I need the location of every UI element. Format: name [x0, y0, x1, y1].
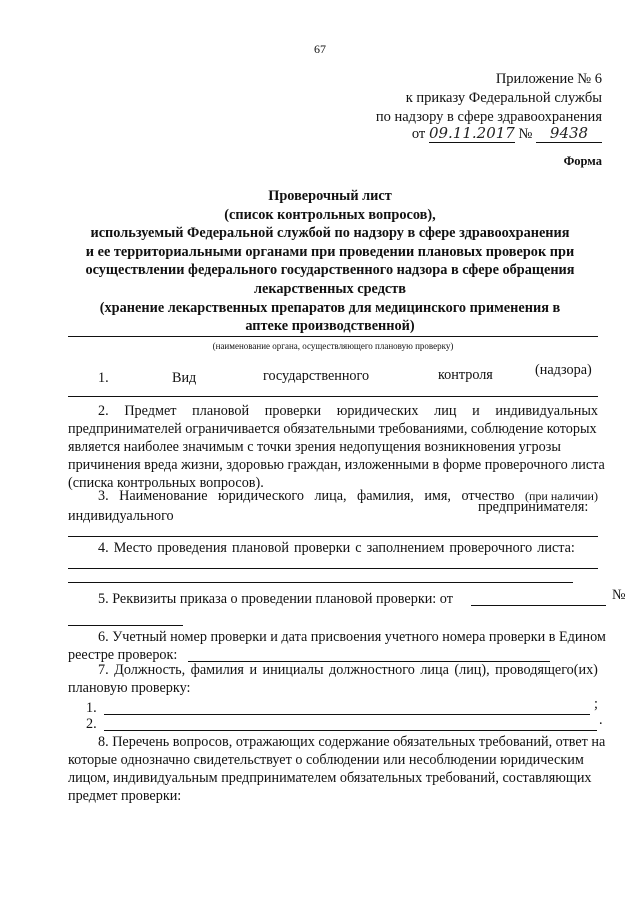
handwritten-number: 9438 [536, 124, 602, 143]
item2-line-2: предпринимателей ограничивается обязательными требованиями, соблюдение которых [68, 421, 597, 437]
item1-word-3: контроля [438, 367, 493, 383]
number-label: № [518, 126, 533, 142]
title-line-6: лекарственных средств [253, 280, 407, 297]
item1-number: 1. [98, 370, 109, 386]
appendix-line-1: Приложение № 6 [495, 71, 602, 87]
page-number: 67 [314, 42, 326, 56]
item4-underline-1 [68, 568, 598, 569]
appendix-line-2: к приказу Федеральной службы [405, 90, 602, 106]
org-name-caption: (наименование органа, осуществляющего плановую проверку) [212, 341, 454, 351]
item2-line-1: 2. Предмет плановой проверки юридических лиц и индивидуальных [98, 403, 598, 419]
item7-line-1: 7. Должность, фамилия и инициалы должностного лица (лиц), проводящего(их) [98, 662, 598, 678]
item7-row-1-blank [104, 714, 590, 715]
title-line-1: Проверочный лист [268, 188, 392, 204]
item1-word-1: Вид [172, 370, 197, 386]
document-title [60, 187, 600, 336]
item8-line-1: 8. Перечень вопросов, отражающих содержание обязательных требований, ответ на [98, 734, 606, 750]
title-line-8: аптеке производственной) [245, 318, 415, 335]
item6-line-2: реестре проверок: [68, 647, 178, 663]
item2-line-4: причинения вреда жизни, здоровью граждан, изложенными в форме проверочного листа [68, 457, 605, 473]
item5-number-label: № [612, 587, 626, 603]
item7-row-1-end: ; [594, 696, 598, 712]
item3-line-2a: индивидуального [68, 508, 174, 524]
item2-line-5: (списка контрольных вопросов). [68, 475, 264, 491]
item6-line-1: 6. Учетный номер проверки и дата присвоения учетного номера проверки в Едином [98, 629, 606, 645]
appendix-line-3: по надзору в сфере здравоохранения [375, 109, 602, 125]
item4-underline-2 [68, 582, 573, 583]
item5-date-blank [471, 605, 606, 606]
item5-number-blank [68, 625, 183, 626]
item7-row-1-label: 1. [86, 700, 97, 716]
title-line-3: используемый Федеральной службой по надзору в сфере здравоохранения [90, 225, 570, 242]
item1-word-2: государственного [263, 368, 370, 384]
item7-row-2-end: . [599, 712, 603, 728]
title-line-7: (хранение лекарственных препаратов для медицинского применения в [99, 299, 561, 316]
item8-line-2: которые однозначно свидетельствует о соблюдении или несоблюдении юридическим [68, 752, 584, 768]
item3-underline [68, 536, 598, 537]
item8-line-4: предмет проверки: [68, 788, 182, 804]
item1-word-4: (надзора) [535, 362, 592, 378]
title-line-4: и ее территориальными органами при проведении плановых проверок при [85, 243, 575, 260]
item4-text: 4. Место проведения плановой проверки с заполнением проверочного листа: [98, 540, 575, 556]
item8-line-3: лицом, индивидуальным предпринимателем обязательных требований, составляющих [68, 770, 592, 786]
form-label: Форма [563, 154, 602, 168]
item1-underline [68, 396, 598, 397]
item5-text: 5. Реквизиты приказа о проведении плановой проверки: от [98, 591, 453, 607]
item7-row-2-label: 2. [86, 716, 97, 732]
item3-line-2b: предпринимателя: [478, 499, 589, 515]
item7-row-2-blank [104, 730, 597, 731]
org-name-underline [68, 336, 598, 337]
handwritten-date: 09.11.2017 [428, 124, 515, 142]
item3-line-1: 3. Наименование юридического лица, фамилия, имя, отчество (при наличии) [98, 488, 598, 504]
from-label: от [411, 126, 426, 142]
item2-line-3: является наиболее значимым с точки зрения недопущения возникновения угрозы [68, 439, 561, 455]
item7-line-2: плановую проверку: [68, 680, 191, 696]
title-line-5: осуществлении федерального государственного надзора в сфере обращения [85, 262, 575, 279]
title-line-2: (список контрольных вопросов), [224, 206, 436, 223]
appendix-date-line [412, 124, 602, 143]
